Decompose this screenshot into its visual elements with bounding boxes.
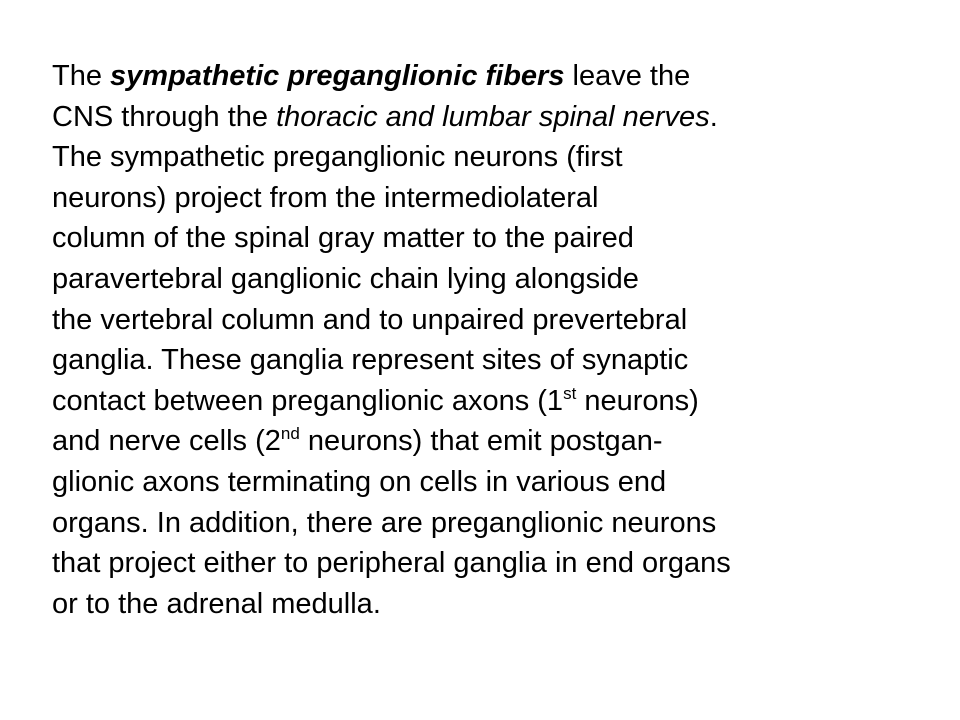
text-line: or to the adrenal medulla. [52,587,381,620]
text-line [52,421,952,462]
body-paragraph [52,56,952,624]
text-segment: . [709,100,718,133]
text-line: The sympathetic preganglionic neurons (first [52,141,623,174]
text-line: neurons) project from the intermediolateral [52,181,599,214]
emphasis-bold-italic: sympathetic preganglionic fibers [110,60,565,92]
text-line: glionic axons terminating on cells in various end [52,465,667,498]
superscript: nd [280,424,300,444]
superscript: st [563,383,577,403]
text-line: organs. In addition, there are preganglionic neurons [52,506,717,539]
text-segment: contact between preganglionic axons (1 [52,384,564,417]
text-line: ganglia. These ganglia represent sites of synaptic [52,344,689,377]
text-segment: leave the [564,60,691,92]
text-line: paravertebral ganglionic chain lying alongside [52,262,639,295]
text-line [52,56,952,97]
emphasis-italic: thoracic and lumbar spinal nerves [276,100,710,133]
text-segment: CNS through the [52,100,277,133]
text-line: the vertebral column and to unpaired prevertebral [52,303,688,336]
text-line: column of the spinal gray matter to the paired [52,222,634,255]
text-segment: The [52,60,111,92]
text-line [52,381,952,422]
text-segment: neurons) that emit postgan- [299,425,663,458]
text-segment: and nerve cells (2 [52,425,281,458]
text-line [52,97,952,138]
text-line: that project either to peripheral ganglia in end organs [52,547,731,580]
text-segment: neurons) [576,384,699,417]
